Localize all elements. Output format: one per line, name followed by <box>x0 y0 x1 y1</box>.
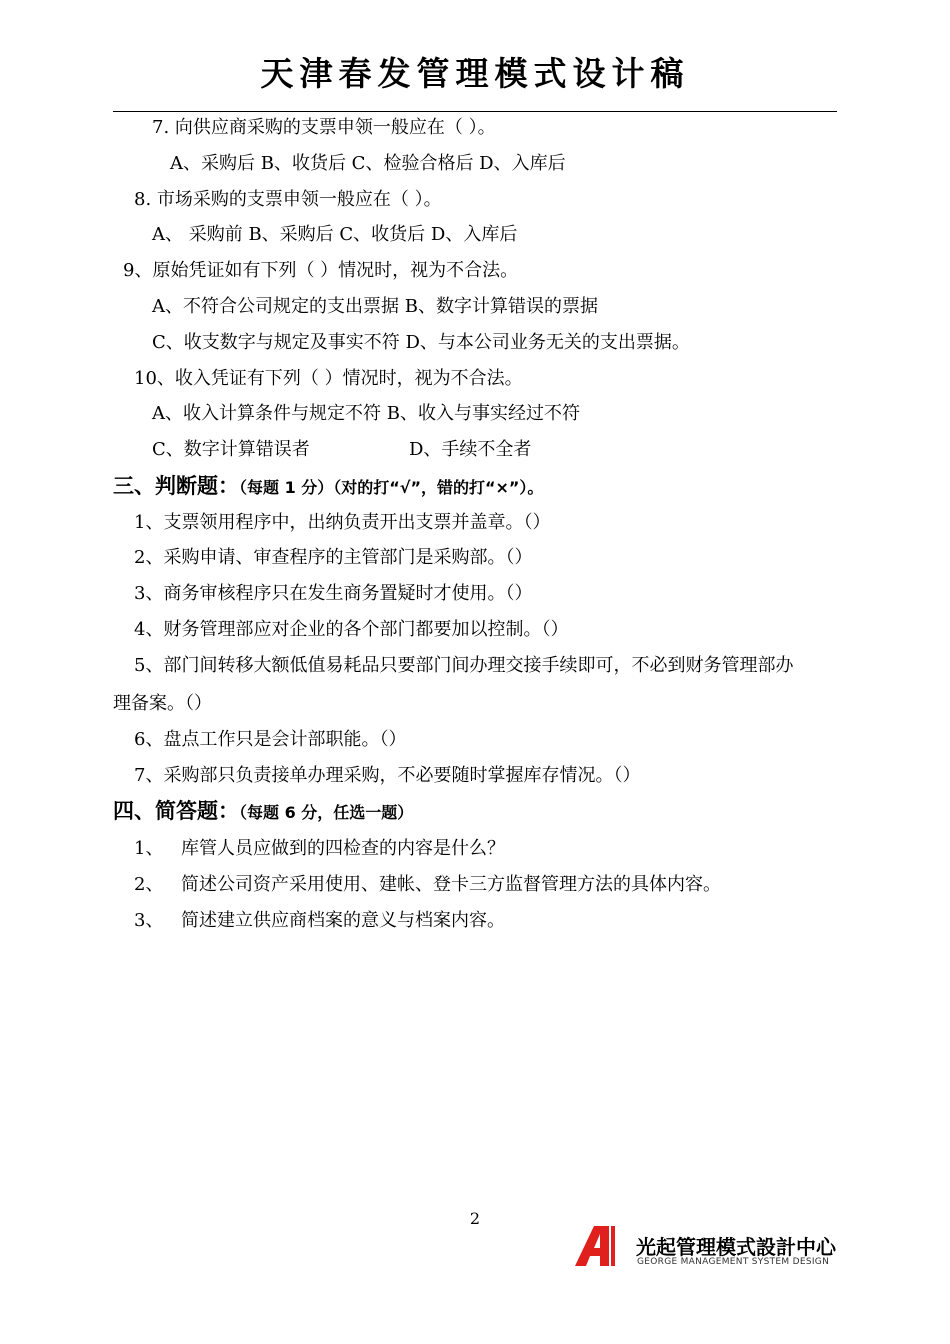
judge-item-4: 4、财务管理部应对企业的各个部门都要加以控制。（） <box>134 619 569 640</box>
question-9-options-1: A、不符合公司规定的支出票据 B、数字计算错误的票据 <box>152 296 598 317</box>
question-10-options-2b: D、手续不全者 <box>409 439 532 460</box>
page-number: 2 <box>469 1209 481 1228</box>
section-4-note: （每题 6 分，任选一题） <box>239 803 414 822</box>
judge-item-7: 7、采购部只负责接单办理采购，不必要随时掌握库存情况。（） <box>134 765 641 786</box>
judge-item-2: 2、采购申请、审查程序的主管部门是采购部。（） <box>134 547 533 568</box>
page-title: 天津春发管理模式设计稿 <box>260 54 690 93</box>
question-7-options: A、采购后 B、收货后 C、检验合格后 D、入库后 <box>170 153 566 174</box>
header-rule <box>113 111 837 112</box>
question-8: 8. 市场采购的支票申领一般应在（ ）。 <box>134 189 442 210</box>
judge-item-6: 6、盘点工作只是会计部职能。（） <box>134 729 407 750</box>
short-answer-2-num: 2、 <box>134 874 164 895</box>
question-10-options-2a: C、数字计算错误者 <box>152 439 310 460</box>
section-4-title: 四、简答题： <box>113 799 239 823</box>
judge-item-5-cont: 理备案。（） <box>113 693 212 714</box>
question-9-options-2: C、收支数字与规定及事实不符 D、与本公司业务无关的支出票据。 <box>152 332 690 353</box>
section-4-heading <box>113 797 413 827</box>
judge-item-1: 1、支票领用程序中，出纳负责开出支票并盖章。（） <box>134 512 551 533</box>
short-answer-1-text: 库管人员应做到的四检查的内容是什么？ <box>181 838 505 859</box>
question-10-options-1: A、收入计算条件与规定不符 B、收入与事实经过不符 <box>152 403 580 424</box>
logo-english-name: GEORGE MANAGEMENT SYSTEM DESIGN <box>637 1257 830 1267</box>
short-answer-3-text: 简述建立供应商档案的意义与档案内容。 <box>181 910 505 931</box>
short-answer-1-num: 1、 <box>134 838 164 859</box>
section-3-title: 三、判断题： <box>113 474 239 498</box>
logo-chinese-name: 光起管理模式設計中心 <box>636 1235 836 1259</box>
section-3-note: （每题 1 分）（对的打“√”，错的打“×”）。 <box>239 478 544 497</box>
question-8-options: A、 采购前 B、采购后 C、收货后 D、入库后 <box>152 224 518 245</box>
question-9: 9、原始凭证如有下列（ ）情况时，视为不合法。 <box>123 260 519 281</box>
section-3-heading <box>113 472 543 502</box>
short-answer-2-text: 简述公司资产采用使用、建帐、登卡三方监督管理方法的具体内容。 <box>181 874 721 895</box>
question-7: 7. 向供应商采购的支票申领一般应在（ ）。 <box>152 117 496 138</box>
judge-item-5: 5、部门间转移大额低值易耗品只要部门间办理交接手续即可，不必到财务管理部办 <box>134 655 794 676</box>
logo-a-icon <box>575 1226 631 1266</box>
short-answer-3-num: 3、 <box>134 910 164 931</box>
judge-item-3: 3、商务审核程序只在发生商务置疑时才使用。（） <box>134 583 533 604</box>
question-10: 10、收入凭证有下列（ ）情况时，视为不合法。 <box>134 368 523 389</box>
